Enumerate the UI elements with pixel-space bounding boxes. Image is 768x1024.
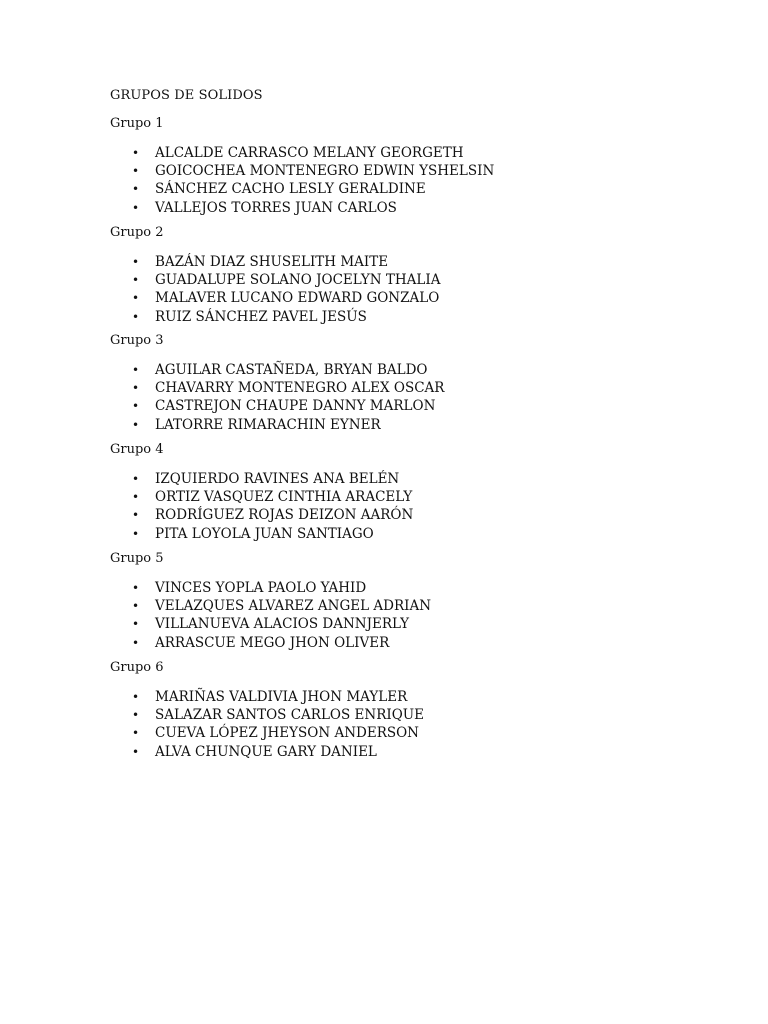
list-item <box>110 579 670 597</box>
member-list <box>110 470 670 543</box>
member-name: SÁNCHEZ CACHO LESLY GERALDINE <box>155 181 426 198</box>
list-item <box>110 180 670 198</box>
member-name: AGUILAR CASTAÑEDA, BRYAN BALDO <box>155 362 428 378</box>
list-item <box>110 470 670 488</box>
member-name: BAZÁN DIAZ SHUSELITH MAITE <box>155 254 389 270</box>
member-name: VALLEJOS TORRES JUAN CARLOS <box>155 199 397 216</box>
bullet-icon: • <box>132 182 140 197</box>
member-name: VELAZQUES ALVAREZ ANGEL ADRIAN <box>155 598 432 615</box>
member-name: RODRÍGUEZ ROJAS DEIZON AARÓN <box>155 507 414 524</box>
list-item <box>110 289 670 307</box>
list-item <box>110 361 670 379</box>
bullet-icon: • <box>132 490 140 505</box>
list-item <box>110 488 670 506</box>
bullet-icon: • <box>132 381 140 396</box>
group-heading: Grupo 2 <box>110 225 164 240</box>
list-item <box>110 416 670 434</box>
list-item <box>110 634 670 652</box>
bullet-icon: • <box>132 599 140 614</box>
bullet-icon: • <box>132 690 140 704</box>
list-item <box>110 379 670 397</box>
member-name: VILLANUEVA ALACIOS DANNJERLY <box>155 616 410 633</box>
group-section-6 <box>110 659 670 760</box>
member-name: RUIZ SÁNCHEZ PAVEL JESÚS <box>155 308 367 325</box>
bullet-icon: • <box>132 708 140 723</box>
member-name: GUADALUPE SOLANO JOCELYN THALIA <box>155 272 441 289</box>
list-item <box>110 743 670 761</box>
list-item <box>110 525 670 543</box>
member-name: IZQUIERDO RAVINES ANA BELÉN <box>155 471 400 487</box>
list-item <box>110 597 670 615</box>
group-heading: Grupo 6 <box>110 660 164 675</box>
list-item <box>110 253 670 271</box>
member-list <box>110 361 670 434</box>
member-list <box>110 253 670 326</box>
member-name: VINCES YOPLA PAOLO YAHID <box>155 580 367 596</box>
bullet-icon: • <box>132 617 140 632</box>
group-section-5 <box>110 550 670 651</box>
member-name: PITA LOYOLA JUAN SANTIAGO <box>155 525 374 542</box>
list-item <box>110 706 670 724</box>
bullet-icon: • <box>132 581 140 595</box>
bullet-icon: • <box>132 255 140 269</box>
bullet-icon: • <box>132 399 140 414</box>
group-heading: Grupo 3 <box>110 333 164 348</box>
bullet-icon: • <box>132 472 140 486</box>
member-name: SALAZAR SANTOS CARLOS ENRIQUE <box>155 707 424 724</box>
bullet-icon: • <box>132 273 140 288</box>
bullet-icon: • <box>132 164 140 179</box>
member-list <box>110 579 670 652</box>
member-name: CHAVARRY MONTENEGRO ALEX OSCAR <box>155 380 445 397</box>
list-item <box>110 144 670 162</box>
bullet-icon: • <box>132 309 140 324</box>
member-list <box>110 688 670 761</box>
bullet-icon: • <box>132 200 140 215</box>
member-name: LATORRE RIMARACHIN EYNER <box>155 416 381 433</box>
group-heading: Grupo 1 <box>110 116 164 131</box>
member-name: MARIÑAS VALDIVIA JHON MAYLER <box>155 689 408 705</box>
group-heading: Grupo 5 <box>110 551 164 566</box>
member-name: ORTIZ VASQUEZ CINTHIA ARACELY <box>155 489 413 506</box>
bullet-icon: • <box>132 508 140 523</box>
bullet-icon: • <box>132 363 140 377</box>
list-item <box>110 615 670 633</box>
member-name: MALAVER LUCANO EDWARD GONZALO <box>155 290 440 307</box>
bullet-icon: • <box>132 744 140 759</box>
list-item <box>110 162 670 180</box>
list-item <box>110 724 670 742</box>
list-item <box>110 271 670 289</box>
group-section-1 <box>110 115 670 216</box>
list-item <box>110 506 670 524</box>
member-name: ALVA CHUNQUE GARY DANIEL <box>155 743 377 760</box>
group-heading: Grupo 4 <box>110 442 164 457</box>
bullet-icon: • <box>132 726 140 741</box>
member-name: ALCALDE CARRASCO MELANY GEORGETH <box>155 145 464 161</box>
bullet-icon: • <box>132 146 140 160</box>
group-section-4 <box>110 441 670 542</box>
member-name: CUEVA LÓPEZ JHEYSON ANDERSON <box>155 725 419 742</box>
list-item <box>110 308 670 326</box>
member-name: GOICOCHEA MONTENEGRO EDWIN YSHELSIN <box>155 163 495 180</box>
bullet-icon: • <box>132 635 140 650</box>
list-item <box>110 199 670 217</box>
document-title: GRUPOS DE SOLIDOS <box>110 88 263 103</box>
bullet-icon: • <box>132 291 140 306</box>
member-name: ARRASCUE MEGO JHON OLIVER <box>155 634 390 651</box>
group-section-2 <box>110 224 670 325</box>
bullet-icon: • <box>132 526 140 541</box>
member-list <box>110 144 670 217</box>
list-item <box>110 397 670 415</box>
list-item <box>110 688 670 706</box>
bullet-icon: • <box>132 417 140 432</box>
member-name: CASTREJON CHAUPE DANNY MARLON <box>155 398 436 415</box>
group-section-3 <box>110 332 670 433</box>
